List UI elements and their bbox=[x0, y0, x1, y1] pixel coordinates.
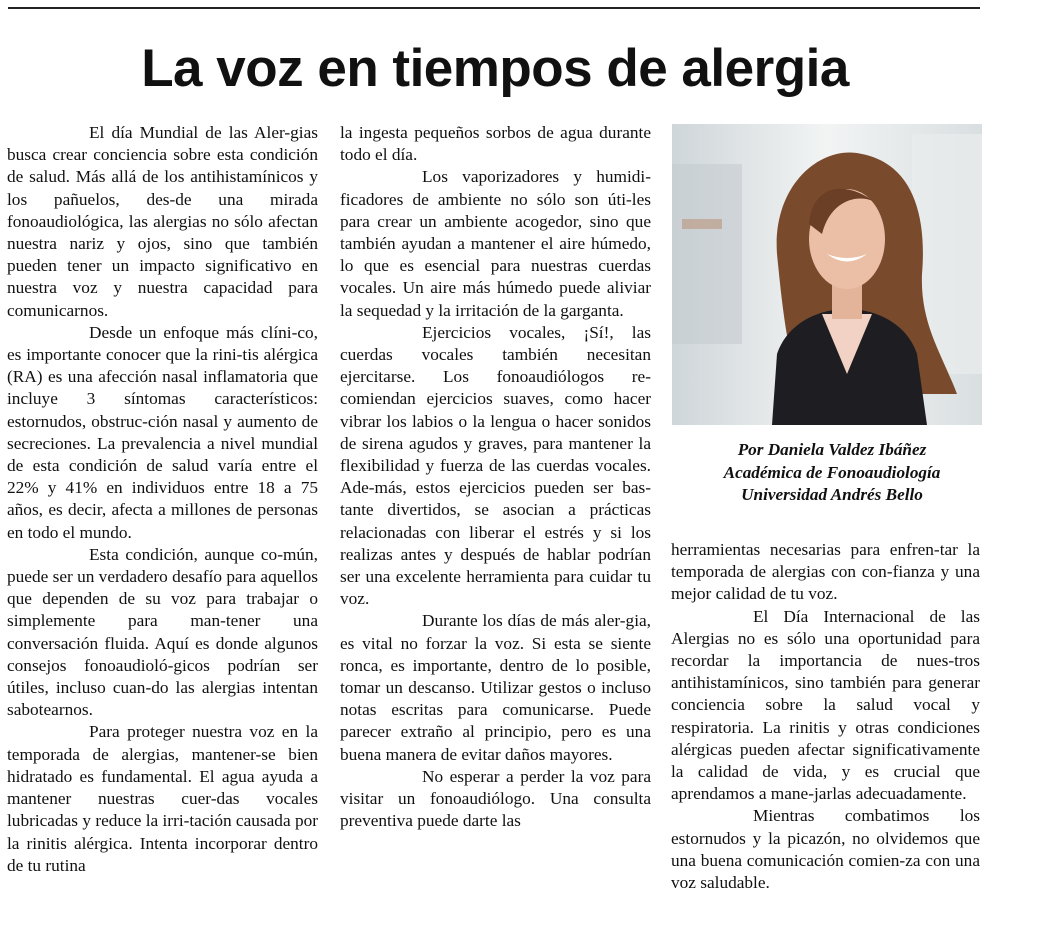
article-headline: La voz en tiempos de alergia bbox=[141, 39, 849, 98]
article-column-1 bbox=[7, 122, 318, 877]
paragraph: No esperar a perder la voz para visitar un fonoaudiólogo. Una consulta preventiva puede darte las bbox=[340, 766, 651, 831]
author-name: Por Daniela Valdez Ibáñez bbox=[737, 440, 927, 459]
author-byline bbox=[672, 439, 992, 507]
paragraph: Ejercicios vocales, ¡Sí!, las cuerdas vocales también necesitan ejercitarse. Los fonoaudiólogos re-comiendan ejercicios suaves, como hacer vibrar los labios o la lengua o hacer sonidos de sirena agudos y graves, para mantener la flexibilidad y fuerza de las cuerdas vocales. Ade-más, estos ejercicios pueden ser bas-tante divertidos, se asocian a prácticas relacionadas con liberar el estrés y si los realizas antes y después de hablar podrían ser una excelente herramienta para cuidar tu voz. bbox=[340, 322, 651, 609]
article-column-3 bbox=[671, 539, 980, 894]
author-institution: Universidad Andrés Bello bbox=[741, 485, 923, 504]
author-role: Académica de Fonoaudiología bbox=[723, 462, 941, 482]
paragraph: Los vaporizadores y humidi-ficadores de ambiente no sólo son úti-les para crear un ambiente acogedor, sino que también ayudan a mantener el aire húmedo, lo que es esencial para nuestras cuerdas vocales. Un aire más húmedo puede aliviar la sequedad y la irritación de la garganta. bbox=[340, 167, 651, 320]
paragraph: Desde un enfoque más clíni-co, es importante conocer que la rini-tis alérgica (RA) es una afección nasal inflamatoria que incluye 3 síntomas característicos: estornudos, obstruc-ción nasal y aumento de secreciones. La prevalencia a nivel mundial de esta condición de salud varía entre el 22% y 41% en individuos entre 18 a 75 años, es decir, afecta a millones de personas en todo el mundo. bbox=[7, 322, 318, 542]
paragraph: Para proteger nuestra voz en la temporada de alergias, mantener-se bien hidratado es fundamental. El agua ayuda a mantener nuestras cuer-das vocales lubricadas y reduce la irri-tación causada por la rinitis alérgica. Intenta incorporar dentro de tu rutina bbox=[7, 722, 318, 875]
top-rule bbox=[8, 7, 980, 9]
paragraph: herramientas necesarias para enfren-tar la temporada de alergias con con-fianza y una mejor calidad de tu voz. bbox=[671, 540, 980, 604]
paragraph: Mientras combatimos los estornudos y la picazón, no olvidemos que una buena comunicación comien-za con una voz saludable. bbox=[671, 806, 980, 893]
author-photo bbox=[672, 124, 982, 425]
paragraph: la ingesta pequeños sorbos de agua durante todo el día. bbox=[340, 123, 651, 165]
paragraph: Durante los días de más aler-gia, es vital no forzar la voz. Si esta se siente ronca, es importante, dentro de lo posible, tomar un descanso. Utilizar gestos o incluso notas escritas para comunicarse. Puede parecer extraño al principio, pero es una buena manera de evitar daños mayores. bbox=[340, 611, 651, 764]
paragraph: El Día Internacional de las Alergias no es sólo una oportunidad para recordar la importancia de nues-tros antihistamínicos, sino también para generar conciencia sobre la salud vocal y respiratoria. La rinitis y otras condiciones alérgicas pueden afectar significativamente la calidad de vida, y es crucial que aprendamos a mane-jarlas adecuadamente. bbox=[671, 606, 980, 804]
author-portrait-illustration bbox=[672, 124, 982, 425]
article-column-2 bbox=[340, 122, 651, 833]
paragraph: El día Mundial de las Aler-gias busca crear conciencia sobre esta condición de salud. Más allá de los antihistamínicos y los pañuelos, des-de una mirada fonoaudiológica, las alergias no sólo afectan nuestra nariz y ojos, sino que también pueden tener un impacto significativo en nuestra voz y nuestra capacidad para comunicarnos. bbox=[7, 123, 318, 320]
paragraph: Esta condición, aunque co-mún, puede ser un verdadero desafío para aquellos que dependen de su voz para trabajar o simplemente para man-tener una conversación fluida. Aquí es donde algunos consejos fonoaudioló-gicos podrían ser útiles, incluso cuan-do las alergias intentan sabotearnos. bbox=[7, 544, 318, 720]
